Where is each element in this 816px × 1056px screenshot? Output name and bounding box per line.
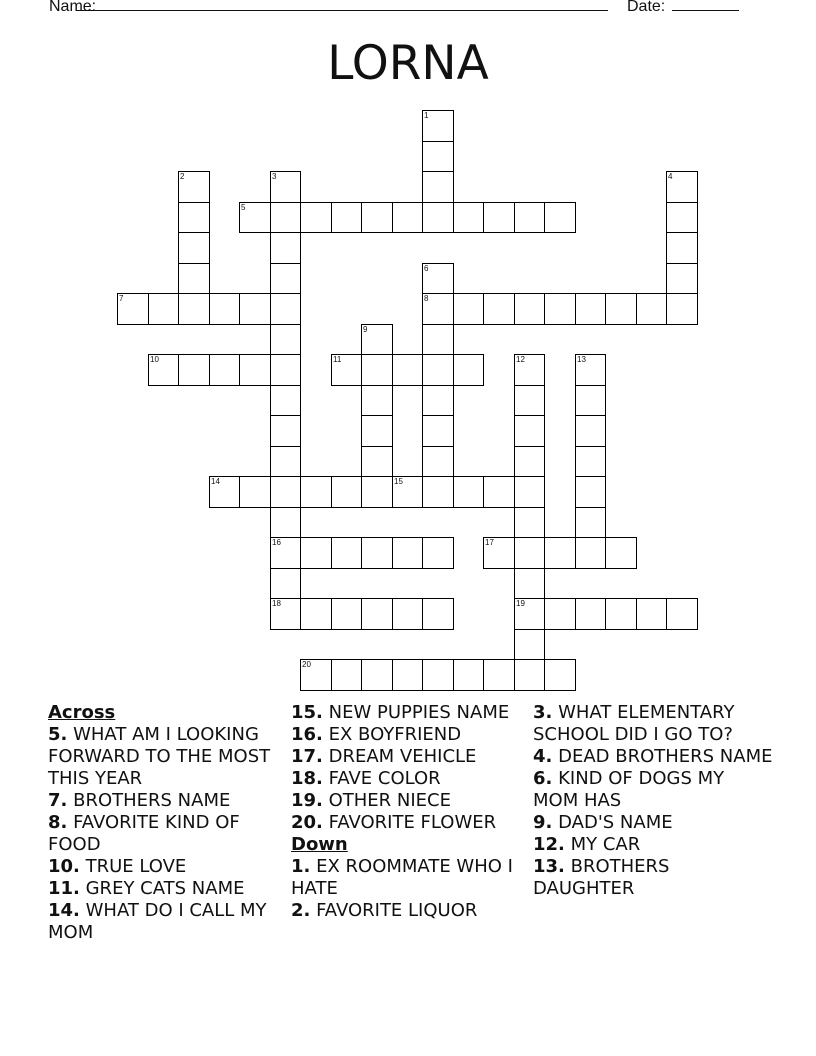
grid-cell[interactable] xyxy=(361,476,393,508)
grid-cell[interactable] xyxy=(392,476,423,508)
grid-cell[interactable] xyxy=(239,354,271,386)
date-label: Date: xyxy=(627,0,666,15)
grid-cell[interactable] xyxy=(575,476,606,508)
grid-cell[interactable] xyxy=(148,293,179,325)
clue-item xyxy=(291,790,531,812)
grid-cell[interactable] xyxy=(331,354,362,386)
grid-cell[interactable] xyxy=(361,537,393,569)
clue-number: 17. xyxy=(291,746,323,767)
cell-number: 17 xyxy=(485,538,494,547)
cell-number: 12 xyxy=(516,355,525,364)
grid-cell[interactable] xyxy=(422,110,454,142)
grid-cell[interactable] xyxy=(270,171,301,203)
grid-cell[interactable] xyxy=(270,232,301,264)
clue-column-3 xyxy=(533,702,773,900)
clue-list-2-across xyxy=(291,702,531,834)
cell-number: 13 xyxy=(577,355,586,364)
clue-item xyxy=(48,856,288,878)
clue-text: BROTHERS DAUGHTER xyxy=(533,856,670,899)
grid-cell[interactable] xyxy=(514,385,545,416)
grid-cell[interactable] xyxy=(514,598,545,630)
grid-cell[interactable] xyxy=(453,659,484,691)
cell-number: 7 xyxy=(119,294,124,303)
grid-cell[interactable] xyxy=(270,415,301,447)
grid-cell[interactable] xyxy=(361,385,393,416)
grid-cell[interactable] xyxy=(209,476,240,508)
clue-number: 6. xyxy=(533,768,553,789)
clue-text: EX ROOMMATE WHO I HATE xyxy=(291,856,513,899)
grid-cell[interactable] xyxy=(422,415,454,447)
grid-cell[interactable] xyxy=(575,446,606,477)
grid-cell[interactable] xyxy=(544,202,576,233)
clue-item xyxy=(291,768,531,790)
clue-item xyxy=(291,746,531,768)
clue-text: TRUE LOVE xyxy=(79,856,187,877)
grid-cell[interactable] xyxy=(392,537,423,569)
cell-number: 16 xyxy=(272,538,281,547)
clue-text: EX BOYFRIEND xyxy=(322,724,462,745)
grid-cell[interactable] xyxy=(270,263,301,294)
cell-number: 19 xyxy=(516,599,525,608)
grid-cell[interactable] xyxy=(422,263,454,294)
grid-cell[interactable] xyxy=(575,385,606,416)
grid-cell[interactable] xyxy=(361,659,393,691)
grid-cell[interactable] xyxy=(270,293,301,325)
clue-number: 1. xyxy=(291,856,311,877)
grid-cell[interactable] xyxy=(483,202,515,233)
grid-cell[interactable] xyxy=(514,659,545,691)
cell-number: 15 xyxy=(394,477,403,486)
cell-number: 2 xyxy=(180,172,185,181)
grid-cell[interactable] xyxy=(422,476,454,508)
grid-cell[interactable] xyxy=(178,293,210,325)
grid-cell[interactable] xyxy=(483,537,515,569)
grid-cell[interactable] xyxy=(422,324,454,355)
grid-cell[interactable] xyxy=(605,598,637,630)
grid-cell[interactable] xyxy=(666,293,698,325)
grid-cell[interactable] xyxy=(392,659,423,691)
clue-list-2-down xyxy=(291,856,531,922)
clue-text: FAVORITE KIND OF FOOD xyxy=(48,812,240,855)
clue-number: 8. xyxy=(48,812,68,833)
name-label: Name: xyxy=(49,0,97,15)
grid-cell[interactable] xyxy=(392,202,423,233)
grid-cell[interactable] xyxy=(666,171,698,203)
grid-cell[interactable] xyxy=(361,415,393,447)
grid-cell[interactable] xyxy=(331,476,362,508)
clue-item xyxy=(48,790,288,812)
grid-cell[interactable] xyxy=(331,537,362,569)
clue-number: 16. xyxy=(291,724,323,745)
clue-text: FAVE COLOR xyxy=(322,768,441,789)
clue-text: MY CAR xyxy=(564,834,641,855)
clue-number: 12. xyxy=(533,834,565,855)
grid-cell[interactable] xyxy=(514,537,545,569)
clue-text: FAVORITE FLOWER xyxy=(322,812,497,833)
grid-cell[interactable] xyxy=(422,293,454,325)
clue-text: OTHER NIECE xyxy=(322,790,451,811)
clue-list-1 xyxy=(48,724,288,944)
grid-cell[interactable] xyxy=(361,202,393,233)
clue-number: 13. xyxy=(533,856,565,877)
grid-cell[interactable] xyxy=(331,202,362,233)
grid-cell[interactable] xyxy=(270,537,301,569)
clue-item xyxy=(533,834,773,856)
grid-cell[interactable] xyxy=(422,385,454,416)
grid-cell[interactable] xyxy=(575,415,606,447)
grid-cell[interactable] xyxy=(514,476,545,508)
grid-cell[interactable] xyxy=(331,598,362,630)
grid-cell[interactable] xyxy=(239,202,271,233)
grid-cell[interactable] xyxy=(636,598,667,630)
grid-cell[interactable] xyxy=(605,293,637,325)
clue-item xyxy=(48,724,288,790)
grid-cell[interactable] xyxy=(270,598,301,630)
clue-item xyxy=(291,702,531,724)
grid-cell[interactable] xyxy=(361,324,393,355)
grid-cell[interactable] xyxy=(575,507,606,538)
grid-cell[interactable] xyxy=(483,293,515,325)
grid-cell[interactable] xyxy=(636,293,667,325)
clue-text: FAVORITE LIQUOR xyxy=(310,900,478,921)
grid-cell[interactable] xyxy=(117,293,149,325)
grid-cell[interactable] xyxy=(453,476,484,508)
grid-cell[interactable] xyxy=(270,446,301,477)
clue-item xyxy=(48,900,288,944)
grid-cell[interactable] xyxy=(453,293,484,325)
across-heading: Across xyxy=(48,702,116,723)
clue-item xyxy=(291,724,531,746)
grid-cell[interactable] xyxy=(392,354,423,386)
grid-cell[interactable] xyxy=(239,476,271,508)
clue-item xyxy=(533,768,773,812)
grid-cell[interactable] xyxy=(544,598,576,630)
grid-cell[interactable] xyxy=(300,659,332,691)
grid-cell[interactable] xyxy=(483,659,515,691)
grid-cell[interactable] xyxy=(178,171,210,203)
grid-cell[interactable] xyxy=(392,598,423,630)
clue-item xyxy=(533,702,773,746)
clue-number: 3. xyxy=(533,702,553,723)
cell-number: 9 xyxy=(363,325,368,334)
clue-item xyxy=(291,900,531,922)
grid-cell[interactable] xyxy=(178,263,210,294)
grid-cell[interactable] xyxy=(178,232,210,264)
grid-cell[interactable] xyxy=(300,202,332,233)
grid-cell[interactable] xyxy=(605,537,637,569)
clue-item xyxy=(533,746,773,768)
clue-number: 15. xyxy=(291,702,323,723)
clue-text: NEW PUPPIES NAME xyxy=(322,702,510,723)
grid-cell[interactable] xyxy=(575,293,606,325)
cell-number: 11 xyxy=(333,355,342,364)
clue-column-2 xyxy=(291,702,531,922)
grid-cell[interactable] xyxy=(483,476,515,508)
cell-number: 8 xyxy=(424,294,429,303)
grid-cell[interactable] xyxy=(575,598,606,630)
grid-cell[interactable] xyxy=(514,415,545,447)
grid-cell[interactable] xyxy=(514,202,545,233)
grid-cell[interactable] xyxy=(300,537,332,569)
clue-number: 11. xyxy=(48,878,80,899)
grid-cell[interactable] xyxy=(575,354,606,386)
grid-cell[interactable] xyxy=(575,537,606,569)
grid-cell[interactable] xyxy=(514,293,545,325)
clue-number: 9. xyxy=(533,812,553,833)
cell-number: 3 xyxy=(272,172,277,181)
clue-number: 20. xyxy=(291,812,323,833)
grid-cell[interactable] xyxy=(453,202,484,233)
clue-text: WHAT ELEMENTARY SCHOOL DID I GO TO? xyxy=(533,702,735,745)
clue-number: 4. xyxy=(533,746,553,767)
grid-cell[interactable] xyxy=(361,598,393,630)
grid-cell[interactable] xyxy=(544,537,576,569)
grid-cell[interactable] xyxy=(514,507,545,538)
clue-text: DAD'S NAME xyxy=(552,812,673,833)
clue-text: WHAT AM I LOOKING FORWARD TO THE MOST THIS YEAR xyxy=(48,724,271,789)
grid-cell[interactable] xyxy=(239,293,271,325)
grid-cell[interactable] xyxy=(514,568,545,599)
grid-cell[interactable] xyxy=(270,385,301,416)
grid-cell[interactable] xyxy=(422,537,454,569)
cell-number: 14 xyxy=(211,477,220,486)
clue-text: BROTHERS NAME xyxy=(67,790,231,811)
grid-cell[interactable] xyxy=(178,202,210,233)
grid-cell[interactable] xyxy=(361,354,393,386)
grid-cell[interactable] xyxy=(422,598,454,630)
grid-cell[interactable] xyxy=(666,202,698,233)
clue-list-3 xyxy=(533,702,773,900)
cell-number: 18 xyxy=(272,599,281,608)
cell-number: 6 xyxy=(424,264,429,273)
clue-number: 14. xyxy=(48,900,80,921)
clue-number: 7. xyxy=(48,790,68,811)
clue-number: 19. xyxy=(291,790,323,811)
clue-number: 18. xyxy=(291,768,323,789)
clue-text: KIND OF DOGS MY MOM HAS xyxy=(533,768,725,811)
clue-number: 5. xyxy=(48,724,68,745)
clue-item xyxy=(48,812,288,856)
clue-text: WHAT DO I CALL MY MOM xyxy=(48,900,267,943)
clue-item xyxy=(291,812,531,834)
puzzle-title: LORNA xyxy=(327,36,489,91)
grid-cell[interactable] xyxy=(422,141,454,172)
clue-text: GREY CATS NAME xyxy=(79,878,245,899)
grid-cell[interactable] xyxy=(361,446,393,477)
clue-text: DREAM VEHICLE xyxy=(322,746,477,767)
grid-cell[interactable] xyxy=(544,293,576,325)
grid-cell[interactable] xyxy=(209,354,240,386)
grid-cell[interactable] xyxy=(544,659,576,691)
clue-number: 10. xyxy=(48,856,80,877)
clue-item xyxy=(48,878,288,900)
cell-number: 10 xyxy=(150,355,159,364)
cell-number: 5 xyxy=(241,203,246,212)
clue-item xyxy=(291,856,531,900)
cell-number: 4 xyxy=(668,172,673,181)
cell-number: 20 xyxy=(302,660,311,669)
grid-cell[interactable] xyxy=(270,354,301,386)
grid-cell[interactable] xyxy=(453,354,484,386)
grid-cell[interactable] xyxy=(514,354,545,386)
clue-number: 2. xyxy=(291,900,311,921)
grid-cell[interactable] xyxy=(300,476,332,508)
grid-cell[interactable] xyxy=(300,598,332,630)
grid-cell[interactable] xyxy=(666,598,698,630)
clue-item xyxy=(533,812,773,834)
grid-cell[interactable] xyxy=(178,354,210,386)
grid-cell[interactable] xyxy=(270,202,301,233)
clue-text: DEAD BROTHERS NAME xyxy=(552,746,773,767)
grid-cell[interactable] xyxy=(270,324,301,355)
grid-cell[interactable] xyxy=(148,354,179,386)
grid-cell[interactable] xyxy=(209,293,240,325)
grid-cell[interactable] xyxy=(422,659,454,691)
down-heading: Down xyxy=(291,834,348,855)
grid-cell[interactable] xyxy=(422,171,454,203)
clue-column-1 xyxy=(48,702,288,944)
cell-number: 1 xyxy=(424,111,429,120)
grid-cell[interactable] xyxy=(422,354,454,386)
grid-cell[interactable] xyxy=(331,659,362,691)
grid-cell[interactable] xyxy=(666,232,698,264)
grid-cell[interactable] xyxy=(666,263,698,294)
grid-cell[interactable] xyxy=(270,476,301,508)
grid-cell[interactable] xyxy=(514,629,545,660)
clue-item xyxy=(533,856,773,900)
grid-cell[interactable] xyxy=(422,446,454,477)
grid-cell[interactable] xyxy=(270,568,301,599)
grid-cell[interactable] xyxy=(270,507,301,538)
grid-cell[interactable] xyxy=(422,202,454,233)
grid-cell[interactable] xyxy=(514,446,545,477)
